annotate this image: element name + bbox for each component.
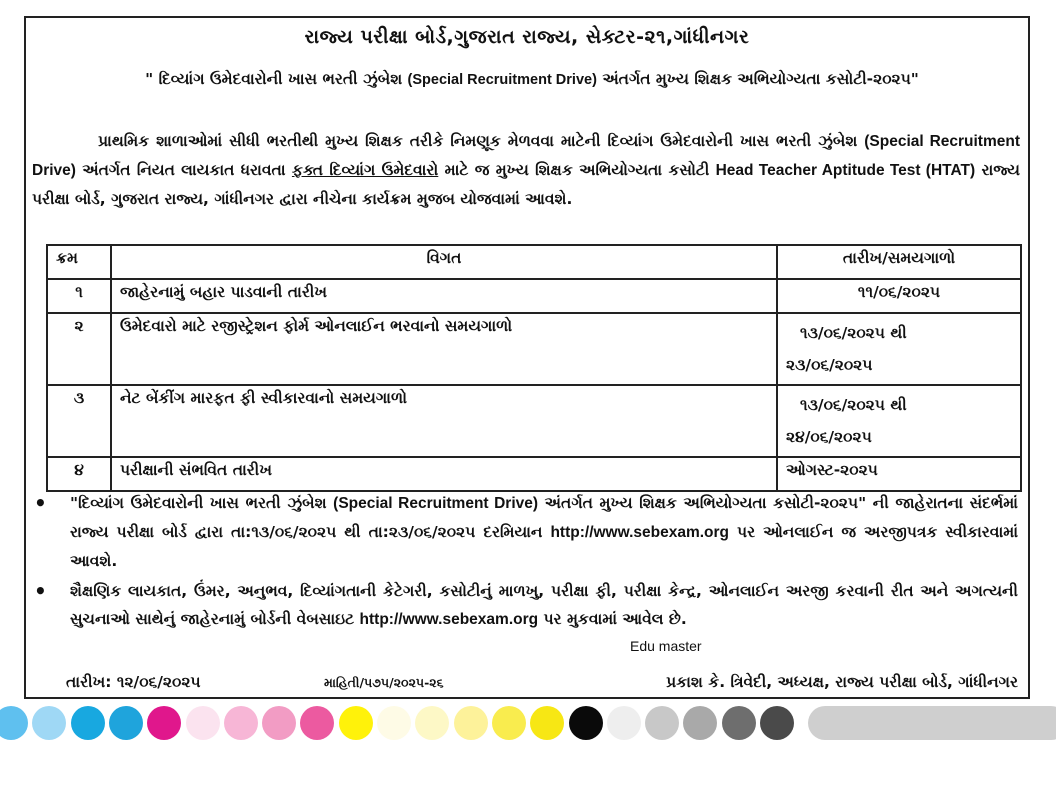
bullet-1-part-3: પર ઓનલાઈન જ અરજીપત્રક સ્વીકારવામાં આવશે. xyxy=(70,523,1018,570)
color-bar xyxy=(808,706,1056,740)
row-date-line-1: ૧૩/૦૬/૨૦૨૫ થી xyxy=(800,396,907,414)
header-date: તારીખ/સમયગાળો xyxy=(777,245,1021,279)
color-dot xyxy=(415,706,449,740)
table-header-row xyxy=(47,245,1021,279)
schedule-table xyxy=(46,244,1022,492)
para-part-1: પ્રાથમિક શાળાઓમાં સીધી ભરતીથી મુખ્ય શિક્ષક તરીકે નિમણૂક મેળવવા માટેની દિવ્યાંગ ઉમેદવારોની ખાસ ભરતી ઝુંબેશ xyxy=(98,132,865,150)
row-detail: પરીક્ષાની સંભવિત તારીખ xyxy=(111,457,777,491)
bullet-2-part-1: શૈક્ષણિક લાયકાત, ઉંમર, અનુભવ, દિવ્યાંગતાની કેટેગરી, કસોટીનું માળખુ, પરીક્ષા ફી, પરીક્ષા કેન્દ્ર, ઓનલાઈન અરજી કરવાની રીત અને અગત્યની સુચનાઓ સાથેનું જાહેરનામું બોર્ડની વેબસાઇટ xyxy=(70,582,1018,628)
color-dot xyxy=(454,706,488,740)
para-part-3: માટે જ મુખ્ય શિક્ષક અભિયોગ્યતા કસોટી xyxy=(438,161,716,179)
para-part-4: રાજ્ય પરીક્ષા બોર્ડ, ગુજરાત રાજ્ય, ગાંધીનગર દ્વારા નીચેના કાર્યક્રમ મુજબ યોજવામાં આવશે. xyxy=(32,161,1020,208)
color-dot xyxy=(32,706,66,740)
color-dot xyxy=(147,706,181,740)
notice-document xyxy=(24,16,1030,699)
bullet-1-part-2: અંતર્ગત મુખ્ય શિક્ષક અભિયોગ્યતા કસોટી-૨૦૨૫" ની જાહેરાતના સંદર્ભમાં રાજ્ય પરીક્ષા બોર્ડ દ્વારા તા:૧૩/૦૬/૨૦૨૫ થી તા:૨૩/૦૬/૨૦૨૫ દરમિયાન xyxy=(70,494,1018,541)
footer-signatory: પ્રકાશ કે. ત્રિવેદી, અધ્યક્ષ, રાજ્ય પરીક્ષા બોર્ડ, ગાંધીનગર xyxy=(666,673,1018,691)
color-dot xyxy=(224,706,258,740)
row-date-line-2: ૨૪/૦૬/૨૦૨૫ xyxy=(786,428,872,446)
row-serial: ૨ xyxy=(47,313,111,385)
para-part-2: અંતર્ગત નિયત લાયકાત ધરાવતા xyxy=(75,161,292,179)
subtitle-post: અંતર્ગત મુખ્ય શિક્ષક અભિયોગ્યતા કસોટી-૨૦૨૫" xyxy=(596,70,919,88)
bullet-1-url[interactable]: http://www.sebexam.org xyxy=(550,524,730,541)
bullet-icon: • xyxy=(34,491,47,515)
row-detail: જાહેરનામું બહાર પાડવાની તારીખ xyxy=(111,279,777,313)
color-dot xyxy=(0,706,28,740)
bullet-2-part-2: પર મુકવામાં આવેલ છે. xyxy=(538,610,687,628)
row-date xyxy=(777,313,1021,385)
color-dot xyxy=(645,706,679,740)
color-dot xyxy=(683,706,717,740)
notice-footer xyxy=(66,673,1018,699)
color-dot xyxy=(339,706,373,740)
color-dot xyxy=(760,706,794,740)
table-row xyxy=(47,385,1021,457)
color-dot xyxy=(109,706,143,740)
table-row xyxy=(47,279,1021,313)
bullet-1-english: (Special Recruitment Drive) xyxy=(333,495,539,512)
row-date xyxy=(777,385,1021,457)
table-row xyxy=(47,457,1021,491)
color-dot xyxy=(530,706,564,740)
para-highlight: ફક્ત દિવ્યાંગ ઉમેદવારો xyxy=(291,161,439,179)
color-dot xyxy=(300,706,334,740)
color-dot xyxy=(186,706,220,740)
row-serial: ૪ xyxy=(47,457,111,491)
row-date xyxy=(777,457,1021,491)
row-date-line-1: ૧૩/૦૬/૨૦૨૫ થી xyxy=(800,324,907,342)
header-detail: વિગત xyxy=(111,245,777,279)
intro-paragraph xyxy=(32,127,1020,214)
color-dot xyxy=(607,706,641,740)
color-dot xyxy=(492,706,526,740)
header-serial: ક્રમ xyxy=(47,245,111,279)
bullet-icon: • xyxy=(34,579,47,603)
color-dot-strip xyxy=(0,706,1056,742)
subtitle-english: (Special Recruitment Drive) xyxy=(407,72,597,88)
row-detail: નેટ બેંકીંગ મારફત ફી સ્વીકારવાનો સમયગાળો xyxy=(111,385,777,457)
bullet-item xyxy=(30,577,1018,634)
row-date-line-1: ઓગસ્ટ-૨૦૨૫ xyxy=(786,461,878,479)
bullet-item xyxy=(30,489,1018,575)
row-serial: ૩ xyxy=(47,385,111,457)
footer-date: તારીખ: ૧૨/૦૬/૨૦૨૫ xyxy=(66,673,201,691)
notice-header: રાજ્ય પરીક્ષા બોર્ડ,ગુજરાત રાજ્ય, સેક્ટર-૨૧,ગાંધીનગર xyxy=(304,26,750,48)
row-detail: ઉમેદવારો માટે રજીસ્ટ્રેશન ફોર્મ ઓનલાઈન ભરવાનો સમયગાળો xyxy=(111,313,777,385)
row-date-line-2: ૨૩/૦૬/૨૦૨૫ xyxy=(786,356,873,374)
table-row xyxy=(47,313,1021,385)
row-serial: ૧ xyxy=(47,279,111,313)
subtitle-pre: " દિવ્યાંગ ઉમેદવારોની ખાસ ભરતી ઝુંબેશ xyxy=(145,70,408,88)
watermark-text: Edu master xyxy=(630,638,702,654)
notice-subtitle xyxy=(46,62,1018,97)
bullet-1-part-1: "દિવ્યાંગ ઉમેદવારોની ખાસ ભરતી ઝુંબેશ xyxy=(70,494,334,512)
color-dot xyxy=(569,706,603,740)
row-date xyxy=(777,279,1021,313)
bullet-2-url[interactable]: http://www.sebexam.org xyxy=(359,611,539,628)
footer-reference: માહિતી/૫૭૫/૨૦૨૫-૨૬ xyxy=(324,675,444,690)
color-dot xyxy=(262,706,296,740)
color-dot xyxy=(377,706,411,740)
color-dot xyxy=(722,706,756,740)
color-dot xyxy=(71,706,105,740)
row-date-line-1: ૧૧/૦૬/૨૦૨૫ xyxy=(857,283,941,301)
bullet-list xyxy=(30,489,1018,636)
para-english-2: Head Teacher Aptitude Test (HTAT) xyxy=(715,162,976,179)
para-english-1: (Special Recruitment Drive) xyxy=(32,133,1020,179)
